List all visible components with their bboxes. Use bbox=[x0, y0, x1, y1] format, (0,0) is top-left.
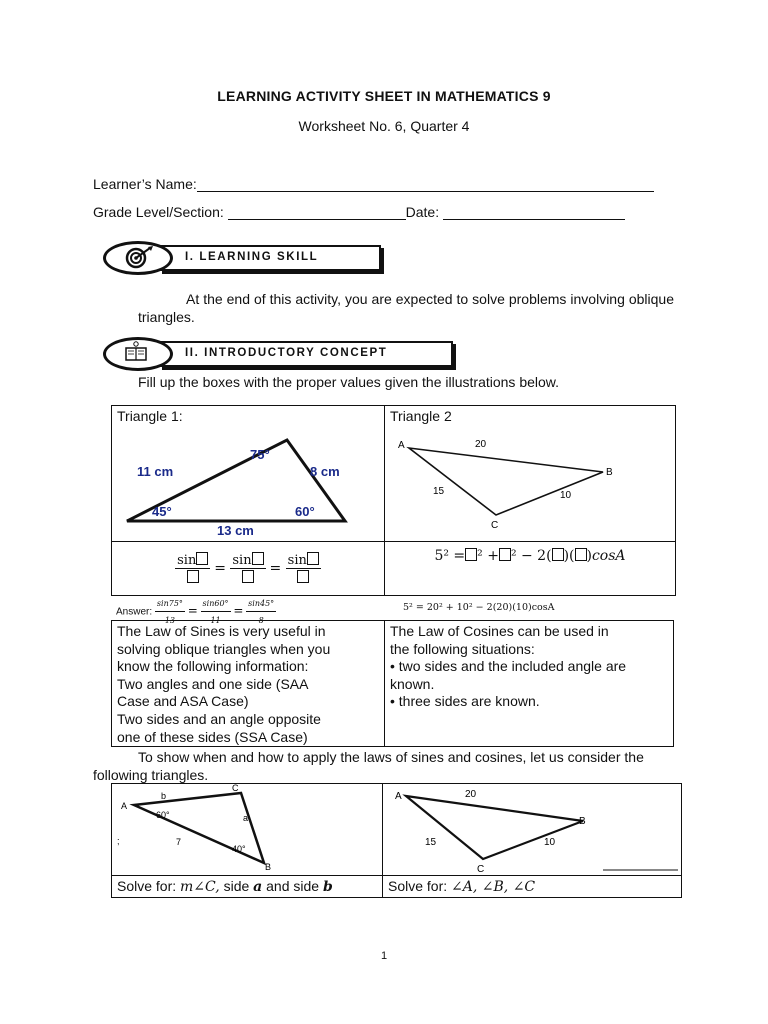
t2-vertex-b: B bbox=[606, 467, 613, 478]
grade-line[interactable] bbox=[228, 205, 406, 220]
cosines-bullet-2: • three sides are known. bbox=[390, 693, 540, 710]
left-side-b: b bbox=[161, 791, 167, 801]
triangle2-cell bbox=[385, 406, 676, 542]
learning-skill-text: At the end of this activity, you are expected to solve problems involving oblique triangles. bbox=[138, 291, 674, 325]
intro-instruction: Fill up the boxes with the proper values given the illustrations below. bbox=[138, 374, 560, 390]
cosines-line: the following situations: bbox=[390, 640, 535, 657]
law-of-cosines-blank: 5² = ² + ² − 2( )( )cosA bbox=[385, 542, 676, 596]
answer-row: Answer: $\frac{\sin 75^\circ}{13}$ = $\frac{\sin 60^\circ}{11}$ = $\frac{\sin 45^\circ}{8}$ bbox=[116, 596, 276, 628]
blank-box[interactable] bbox=[552, 548, 564, 561]
left-vertex-b: B bbox=[265, 862, 272, 872]
sines-line: solving oblique triangles when you bbox=[117, 640, 331, 657]
date-line[interactable] bbox=[443, 205, 625, 220]
blank-box[interactable] bbox=[242, 570, 254, 583]
answer-cosine: 5² = 20² + 10² − 2(20)(10)cosA bbox=[403, 602, 555, 613]
grade-label: Grade Level/Section: bbox=[93, 204, 224, 220]
t2-vertex-c: C bbox=[491, 520, 499, 531]
practice-table bbox=[111, 783, 682, 898]
practice-triangle-right bbox=[383, 784, 678, 872]
left-angle-a: 60° bbox=[156, 810, 170, 820]
right-side-ab: 20 bbox=[465, 789, 477, 800]
t2-vertex-a: A bbox=[398, 440, 405, 451]
answer-label: Answer: bbox=[116, 606, 153, 618]
blank-box[interactable] bbox=[187, 570, 199, 583]
laws-table bbox=[111, 620, 674, 747]
book-icon bbox=[103, 337, 173, 371]
learning-skill-heading: I. LEARNING SKILL bbox=[159, 245, 381, 271]
intro-concept-heading: II. INTRODUCTORY CONCEPT bbox=[159, 341, 453, 367]
left-angle-b: 40° bbox=[232, 844, 246, 854]
triangle2-figure bbox=[390, 424, 670, 536]
blank-box[interactable] bbox=[196, 552, 208, 565]
practice-right-cell bbox=[383, 784, 682, 876]
sine-fraction-3: sin bbox=[286, 552, 321, 586]
left-side-a: a bbox=[243, 813, 249, 823]
right-side-ac: 15 bbox=[425, 837, 437, 848]
triangle1-figure bbox=[117, 424, 379, 536]
answer-fraction-3: $\frac{\sin 45^\circ}{8}$ bbox=[246, 596, 276, 628]
blank-box[interactable] bbox=[307, 552, 319, 565]
sine-fraction-2: sin bbox=[230, 552, 265, 586]
sines-line: Two sides and an angle opposite bbox=[117, 710, 321, 727]
law-of-sines-blank: sin = sin = sin bbox=[112, 542, 385, 596]
target-icon bbox=[103, 241, 173, 275]
t1-angle-top: 75° bbox=[250, 447, 270, 462]
learner-name-label: Learner’s Name: bbox=[93, 176, 197, 192]
answer-fraction-2: $\frac{\sin 60^\circ}{11}$ bbox=[201, 596, 231, 628]
answer-fraction-1: $\frac{\sin 75^\circ}{13}$ bbox=[155, 596, 185, 628]
t2-side-bc: 10 bbox=[560, 490, 572, 501]
law-of-cosines-cell bbox=[385, 621, 674, 747]
t1-side-right: 8 cm bbox=[310, 464, 340, 479]
blank-box[interactable] bbox=[252, 552, 264, 565]
solve-right-cell: Solve for: ∠A, ∠B, ∠C bbox=[383, 876, 682, 898]
t2-side-ac: 15 bbox=[433, 486, 445, 497]
date-label: Date: bbox=[405, 204, 440, 220]
page-number: 1 bbox=[380, 950, 388, 962]
right-side-bc: 10 bbox=[544, 837, 556, 848]
solve-left-cell: Solve for: m∠C, side a and side b bbox=[112, 876, 383, 898]
blank-box[interactable] bbox=[465, 548, 477, 561]
worksheet-subtitle: Worksheet No. 6, Quarter 4 bbox=[298, 118, 470, 134]
law-of-sines-cell bbox=[112, 621, 385, 747]
learning-skill-banner bbox=[103, 241, 383, 271]
left-vertex-c: C bbox=[232, 784, 239, 793]
right-vertex-b: B bbox=[579, 816, 586, 827]
t1-angle-left: 45° bbox=[152, 504, 172, 519]
practice-triangle-left bbox=[112, 784, 382, 872]
triangle2-label: Triangle 2 bbox=[390, 408, 452, 424]
triangles-table bbox=[111, 405, 676, 596]
cosines-bullet-1: • two sides and the included angle are known. bbox=[390, 658, 627, 692]
blank-box[interactable] bbox=[575, 548, 587, 561]
grade-date-row bbox=[93, 204, 625, 220]
t1-side-left: 11 cm bbox=[137, 464, 174, 479]
transition-text: To show when and how to apply the laws of sines and cosines, let us consider the following triangles. bbox=[93, 749, 644, 783]
sines-line: know the following information: bbox=[117, 658, 309, 675]
intro-concept-banner bbox=[103, 337, 455, 367]
practice-left-cell bbox=[112, 784, 383, 876]
sines-line: one of these sides (SSA Case) bbox=[117, 728, 308, 745]
right-vertex-a: A bbox=[395, 791, 402, 802]
left-side-7: 7 bbox=[176, 837, 182, 847]
sines-line: Two angles and one side (SAA bbox=[117, 675, 309, 692]
t1-side-bottom: 13 cm bbox=[217, 523, 254, 536]
triangle1-cell bbox=[112, 406, 385, 542]
cosines-line: The Law of Cosines can be used in bbox=[390, 623, 609, 639]
t2-side-ab: 20 bbox=[475, 439, 487, 450]
left-vertex-a: A bbox=[121, 801, 128, 811]
t1-angle-right: 60° bbox=[295, 504, 315, 519]
sines-line: Case and ASA Case) bbox=[117, 693, 249, 710]
triangle1-label: Triangle 1: bbox=[117, 408, 183, 424]
blank-box[interactable] bbox=[297, 570, 309, 583]
right-vertex-c: C bbox=[477, 864, 485, 872]
learner-name-field[interactable] bbox=[93, 176, 654, 192]
learner-name-line[interactable] bbox=[197, 177, 654, 192]
sines-line: The Law of Sines is very useful in bbox=[117, 623, 326, 639]
page-title: LEARNING ACTIVITY SHEET IN MATHEMATICS 9 bbox=[217, 88, 551, 104]
stray-mark: ; bbox=[117, 836, 120, 846]
sine-fraction-1: sin bbox=[175, 552, 210, 586]
blank-box[interactable] bbox=[499, 548, 511, 561]
